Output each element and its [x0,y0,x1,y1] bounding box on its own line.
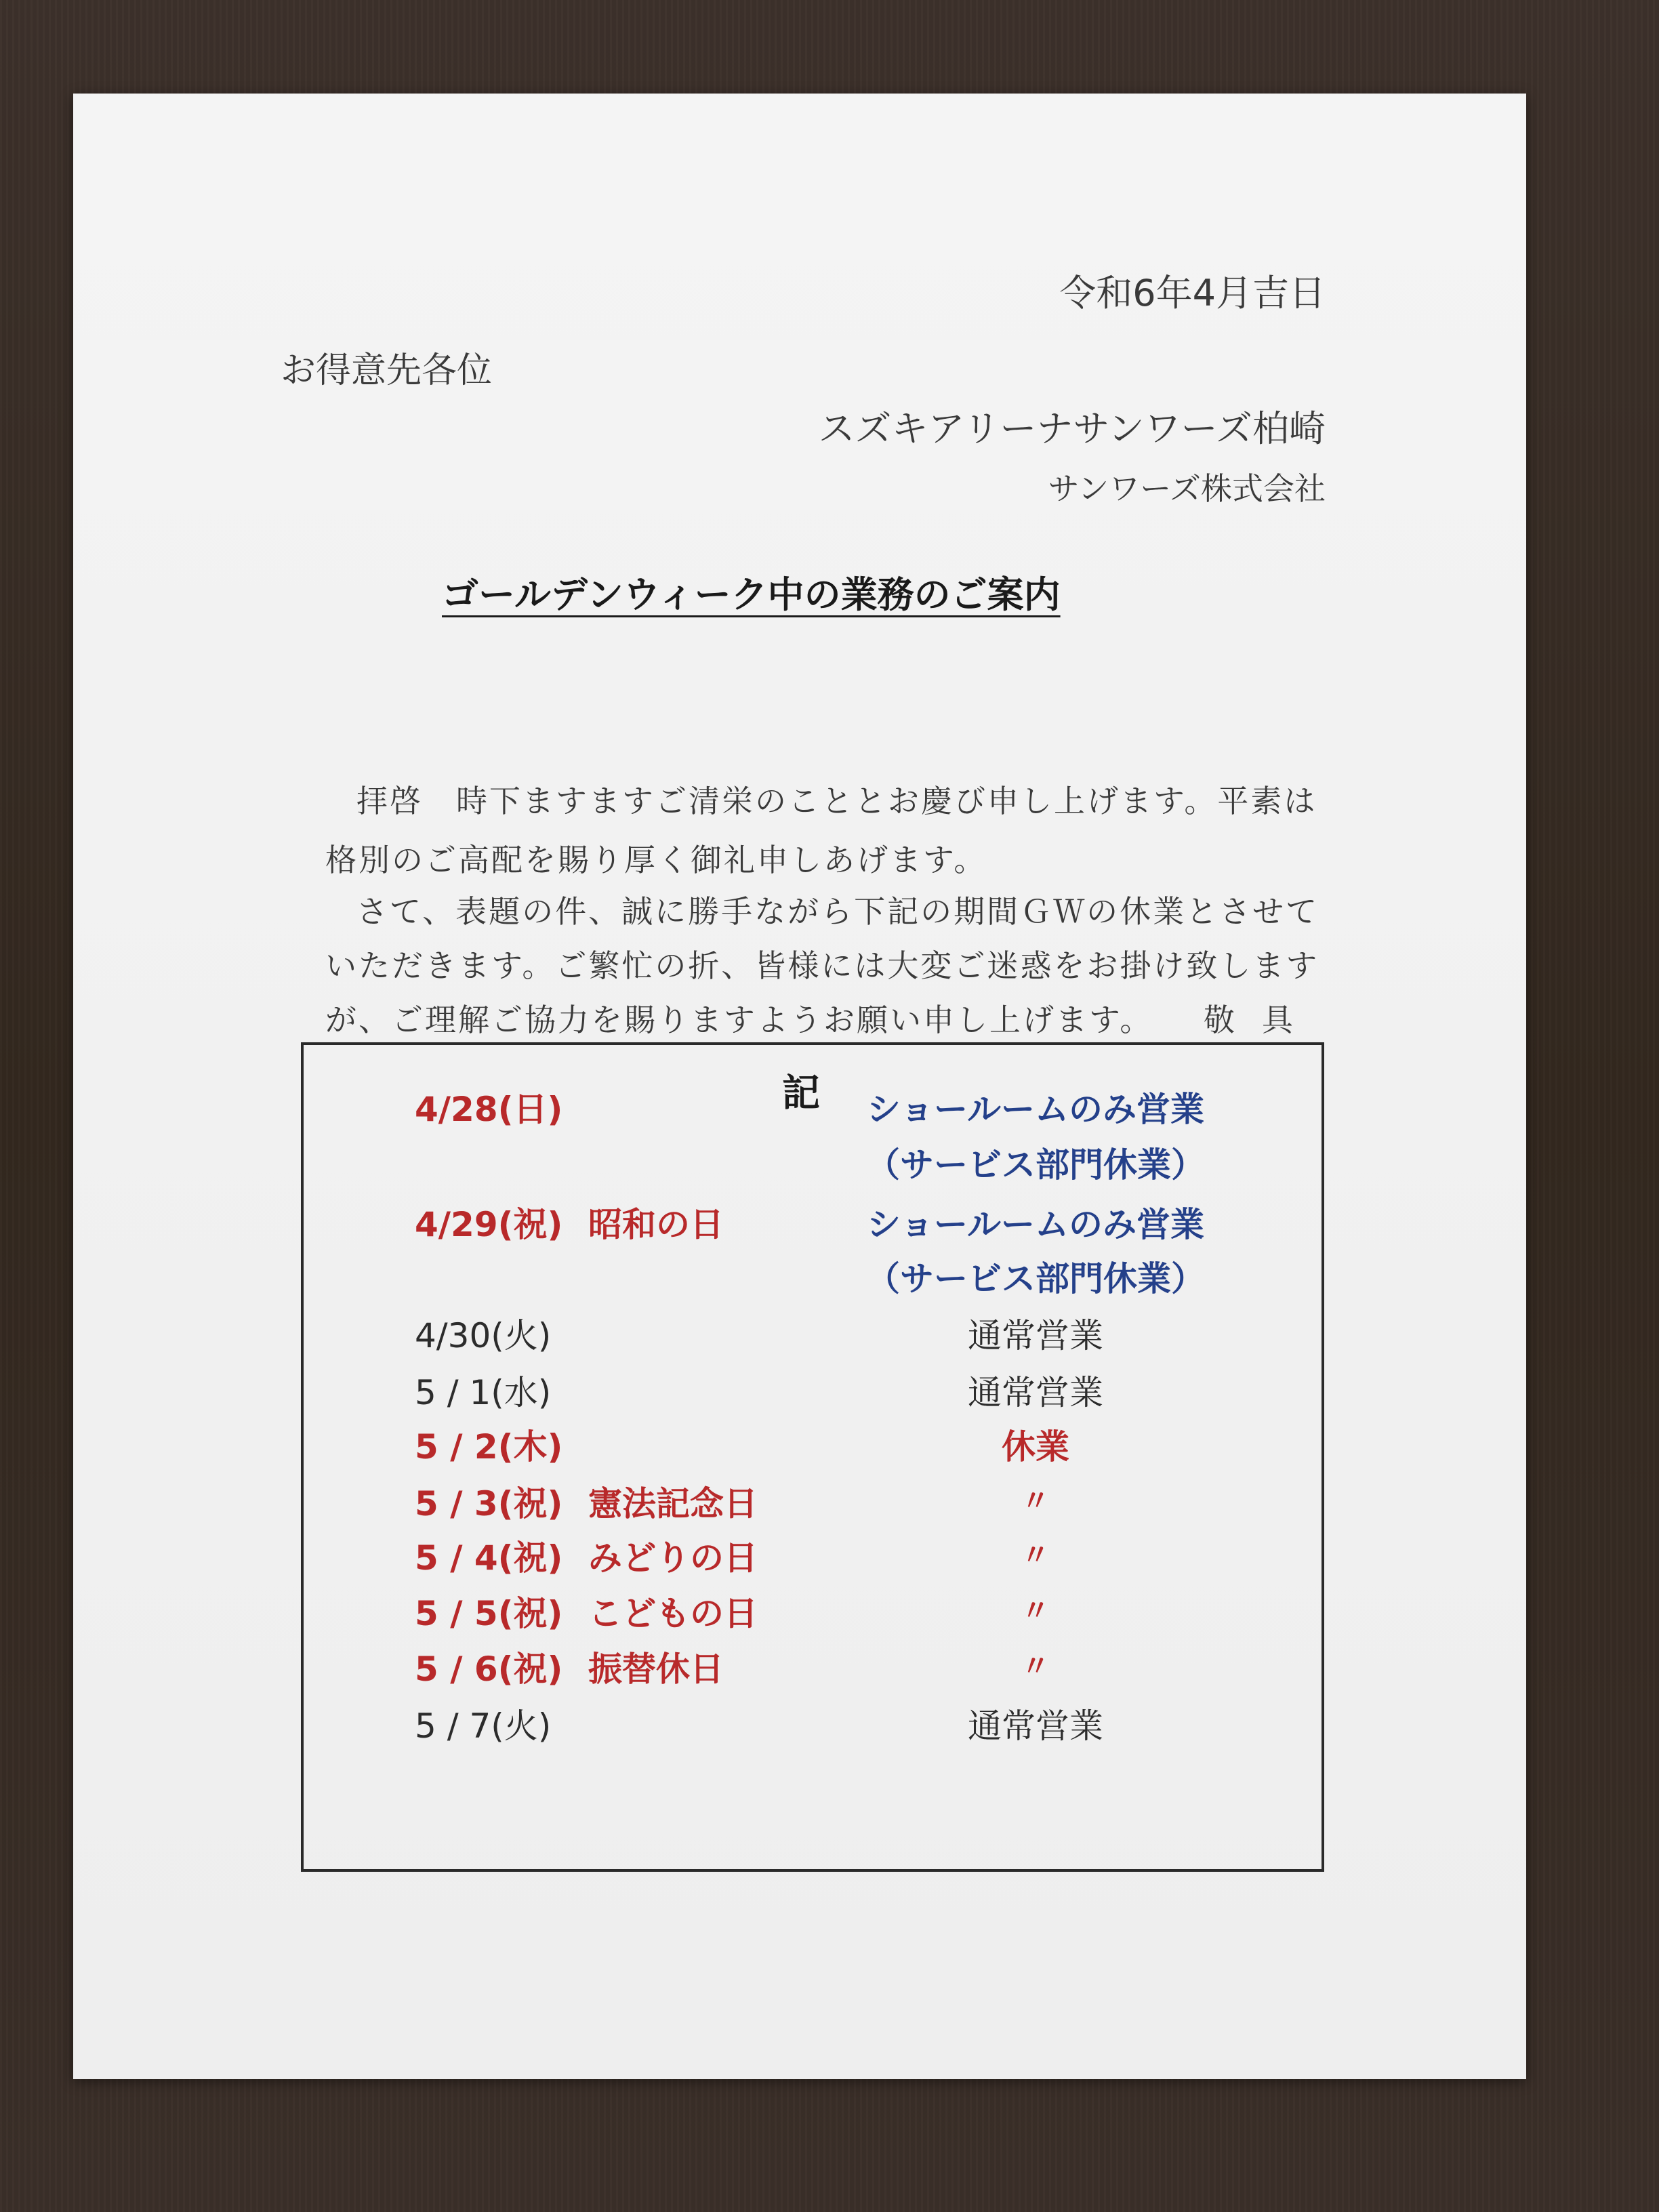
sender-company: サンワーズ株式会社 [1048,470,1326,507]
body-line: さて、表題の件、誠に勝手ながら下記の期間ＧＷの休業とさせて [356,893,1319,930]
closing-keigu: 敬具 [1204,1002,1320,1038]
schedule-status: ショールームのみ営業 [867,1090,1204,1129]
schedule-status: 休業 [1002,1427,1069,1467]
schedule-holiday-name: 昭和の日 [588,1205,724,1244]
body-line: 格別のご高配を賜り厚く御礼申しあげます。 [325,842,987,878]
schedule-box [301,1042,1324,1872]
schedule-date: 5 / 2(木) [415,1427,563,1467]
schedule-holiday-name: 振替休日 [588,1650,724,1689]
body-line: 拝啓 時下ますますご清栄のこととお慶び申し上げます。平素は [356,783,1317,819]
schedule-date: 5 / 3(祝) [415,1484,563,1523]
ki-heading: 記 [782,1071,820,1115]
schedule-status: 〃 [1021,1538,1050,1572]
addressee: お得意先各位 [281,350,493,391]
schedule-status: 〃 [1021,1594,1050,1627]
schedule-date: 4/30(火) [415,1316,552,1355]
schedule-status: ショールームのみ営業 [867,1205,1204,1244]
schedule-date: 5 / 7(火) [415,1706,552,1746]
body-line: が、ご理解ご協力を賜りますようお願い申し上げます。 [325,1002,1153,1038]
schedule-status: （サービス部門休業） [866,1145,1205,1185]
schedule-holiday-name: こどもの日 [588,1594,758,1633]
document-title: ゴールデンウィーク中の業務のご案内 [442,573,1061,616]
schedule-status: 通常営業 [968,1706,1103,1746]
schedule-holiday-name: 憲法記念日 [588,1484,758,1523]
schedule-status: 通常営業 [968,1316,1103,1355]
schedule-status: （サービス部門休業） [866,1259,1205,1298]
schedule-holiday-name: みどりの日 [588,1538,758,1578]
schedule-date: 4/28(日) [415,1090,563,1129]
body-line: いただきます。ご繁忙の折、皆様には大変ご迷惑をお掛け致します [325,947,1319,984]
schedule-status: 通常営業 [968,1373,1103,1412]
schedule-status: 〃 [1021,1650,1050,1683]
letter-date: 令和6年4月吉日 [1059,272,1326,314]
schedule-date: 5 / 5(祝) [415,1594,563,1633]
schedule-date: 5 / 4(祝) [415,1538,563,1578]
sender-dealer: スズキアリーナサンワーズ柏崎 [818,407,1326,450]
schedule-date: 5 / 1(水) [415,1373,552,1412]
schedule-status: 〃 [1021,1484,1050,1517]
schedule-date: 5 / 6(祝) [415,1650,563,1689]
paper-sheet [73,94,1526,2079]
schedule-date: 4/29(祝) [415,1205,563,1244]
